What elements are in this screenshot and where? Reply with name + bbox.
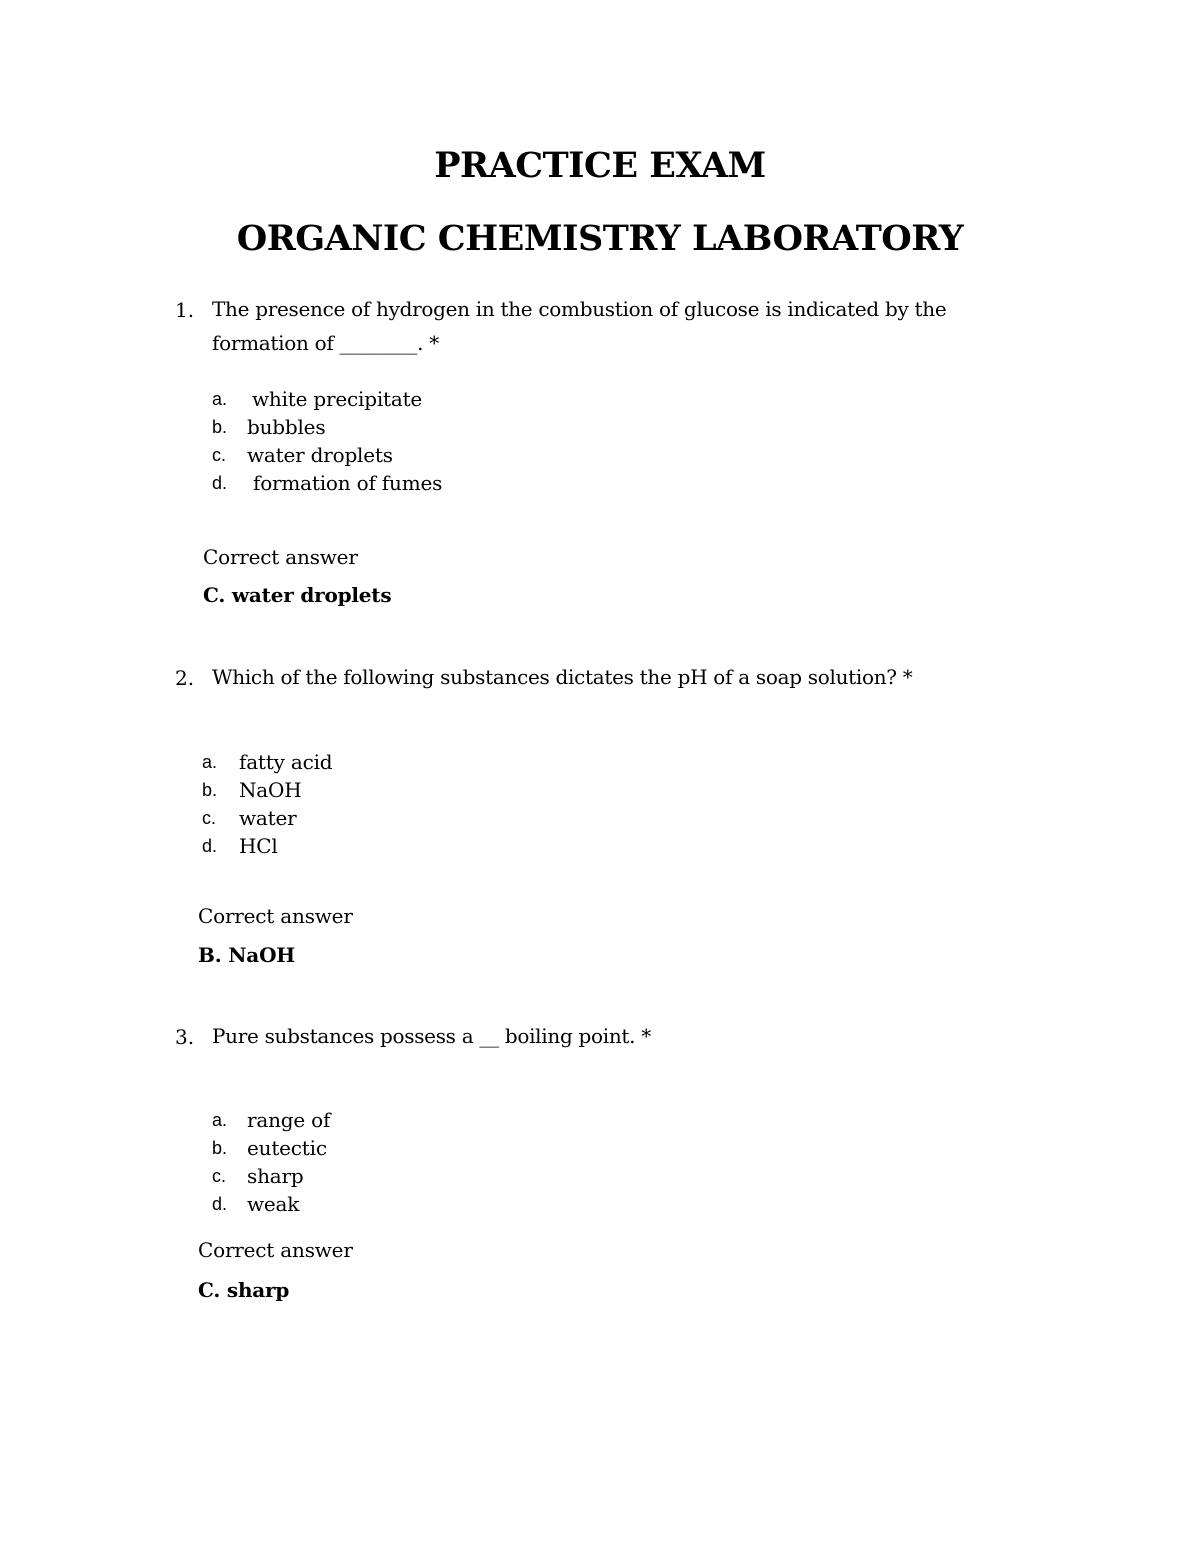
- option-letter: d.: [212, 473, 228, 493]
- question-text: The presence of hydrogen in the combustion of glucose is indicated by the formation of ________. *: [212, 297, 947, 355]
- options-list: [212, 385, 442, 497]
- correct-answer: B. NaOH: [198, 943, 295, 967]
- option-letter: c.: [202, 808, 217, 828]
- option-text: formation of fumes: [253, 471, 443, 495]
- option-letter: c.: [212, 445, 227, 465]
- option-text: HCl: [239, 834, 278, 858]
- option-item: [202, 832, 332, 860]
- correct-answer: C. water droplets: [203, 583, 392, 607]
- option-item: [212, 441, 442, 469]
- option-text: range of: [247, 1108, 331, 1132]
- option-text: NaOH: [239, 778, 302, 802]
- options-list: [202, 748, 332, 860]
- question-text: Which of the following substances dictates the pH of a soap solution? *: [212, 665, 913, 689]
- option-text: weak: [247, 1192, 300, 1216]
- option-item: [212, 1190, 330, 1218]
- option-letter: d.: [202, 836, 218, 856]
- option-text: bubbles: [247, 415, 326, 439]
- correct-answer-label: Correct answer: [203, 545, 358, 569]
- option-text: water: [239, 806, 297, 830]
- option-text: sharp: [247, 1164, 304, 1188]
- options-list: [212, 1106, 330, 1218]
- option-item: [212, 469, 442, 497]
- option-item: [202, 804, 332, 832]
- correct-answer-label: Correct answer: [198, 904, 353, 928]
- option-item: [202, 776, 332, 804]
- correct-answer-label: Correct answer: [198, 1238, 353, 1262]
- option-letter: b.: [212, 417, 228, 437]
- option-item: [212, 1134, 330, 1162]
- option-letter: b.: [202, 780, 218, 800]
- option-text: eutectic: [247, 1136, 327, 1160]
- option-item: [212, 1162, 330, 1190]
- question-number: 1.: [175, 298, 195, 322]
- option-text: water droplets: [247, 443, 393, 467]
- option-item: [202, 748, 332, 776]
- option-letter: b.: [212, 1138, 228, 1158]
- page-title: PRACTICE EXAM: [434, 145, 766, 186]
- option-letter: d.: [212, 1194, 228, 1214]
- option-letter: c.: [212, 1166, 227, 1186]
- option-item: [212, 1106, 330, 1134]
- option-letter: a.: [202, 752, 218, 772]
- page-subtitle: ORGANIC CHEMISTRY LABORATORY: [236, 218, 964, 259]
- option-text: white precipitate: [252, 387, 423, 411]
- correct-answer: C. sharp: [198, 1278, 290, 1302]
- option-item: [212, 385, 442, 413]
- option-item: [212, 413, 442, 441]
- option-letter: a.: [212, 389, 228, 409]
- option-text: fatty acid: [239, 750, 333, 774]
- question-number: 2.: [175, 666, 195, 690]
- option-letter: a.: [212, 1110, 228, 1130]
- question-text: Pure substances possess a __ boiling point. *: [212, 1024, 651, 1048]
- question-number: 3.: [175, 1025, 195, 1049]
